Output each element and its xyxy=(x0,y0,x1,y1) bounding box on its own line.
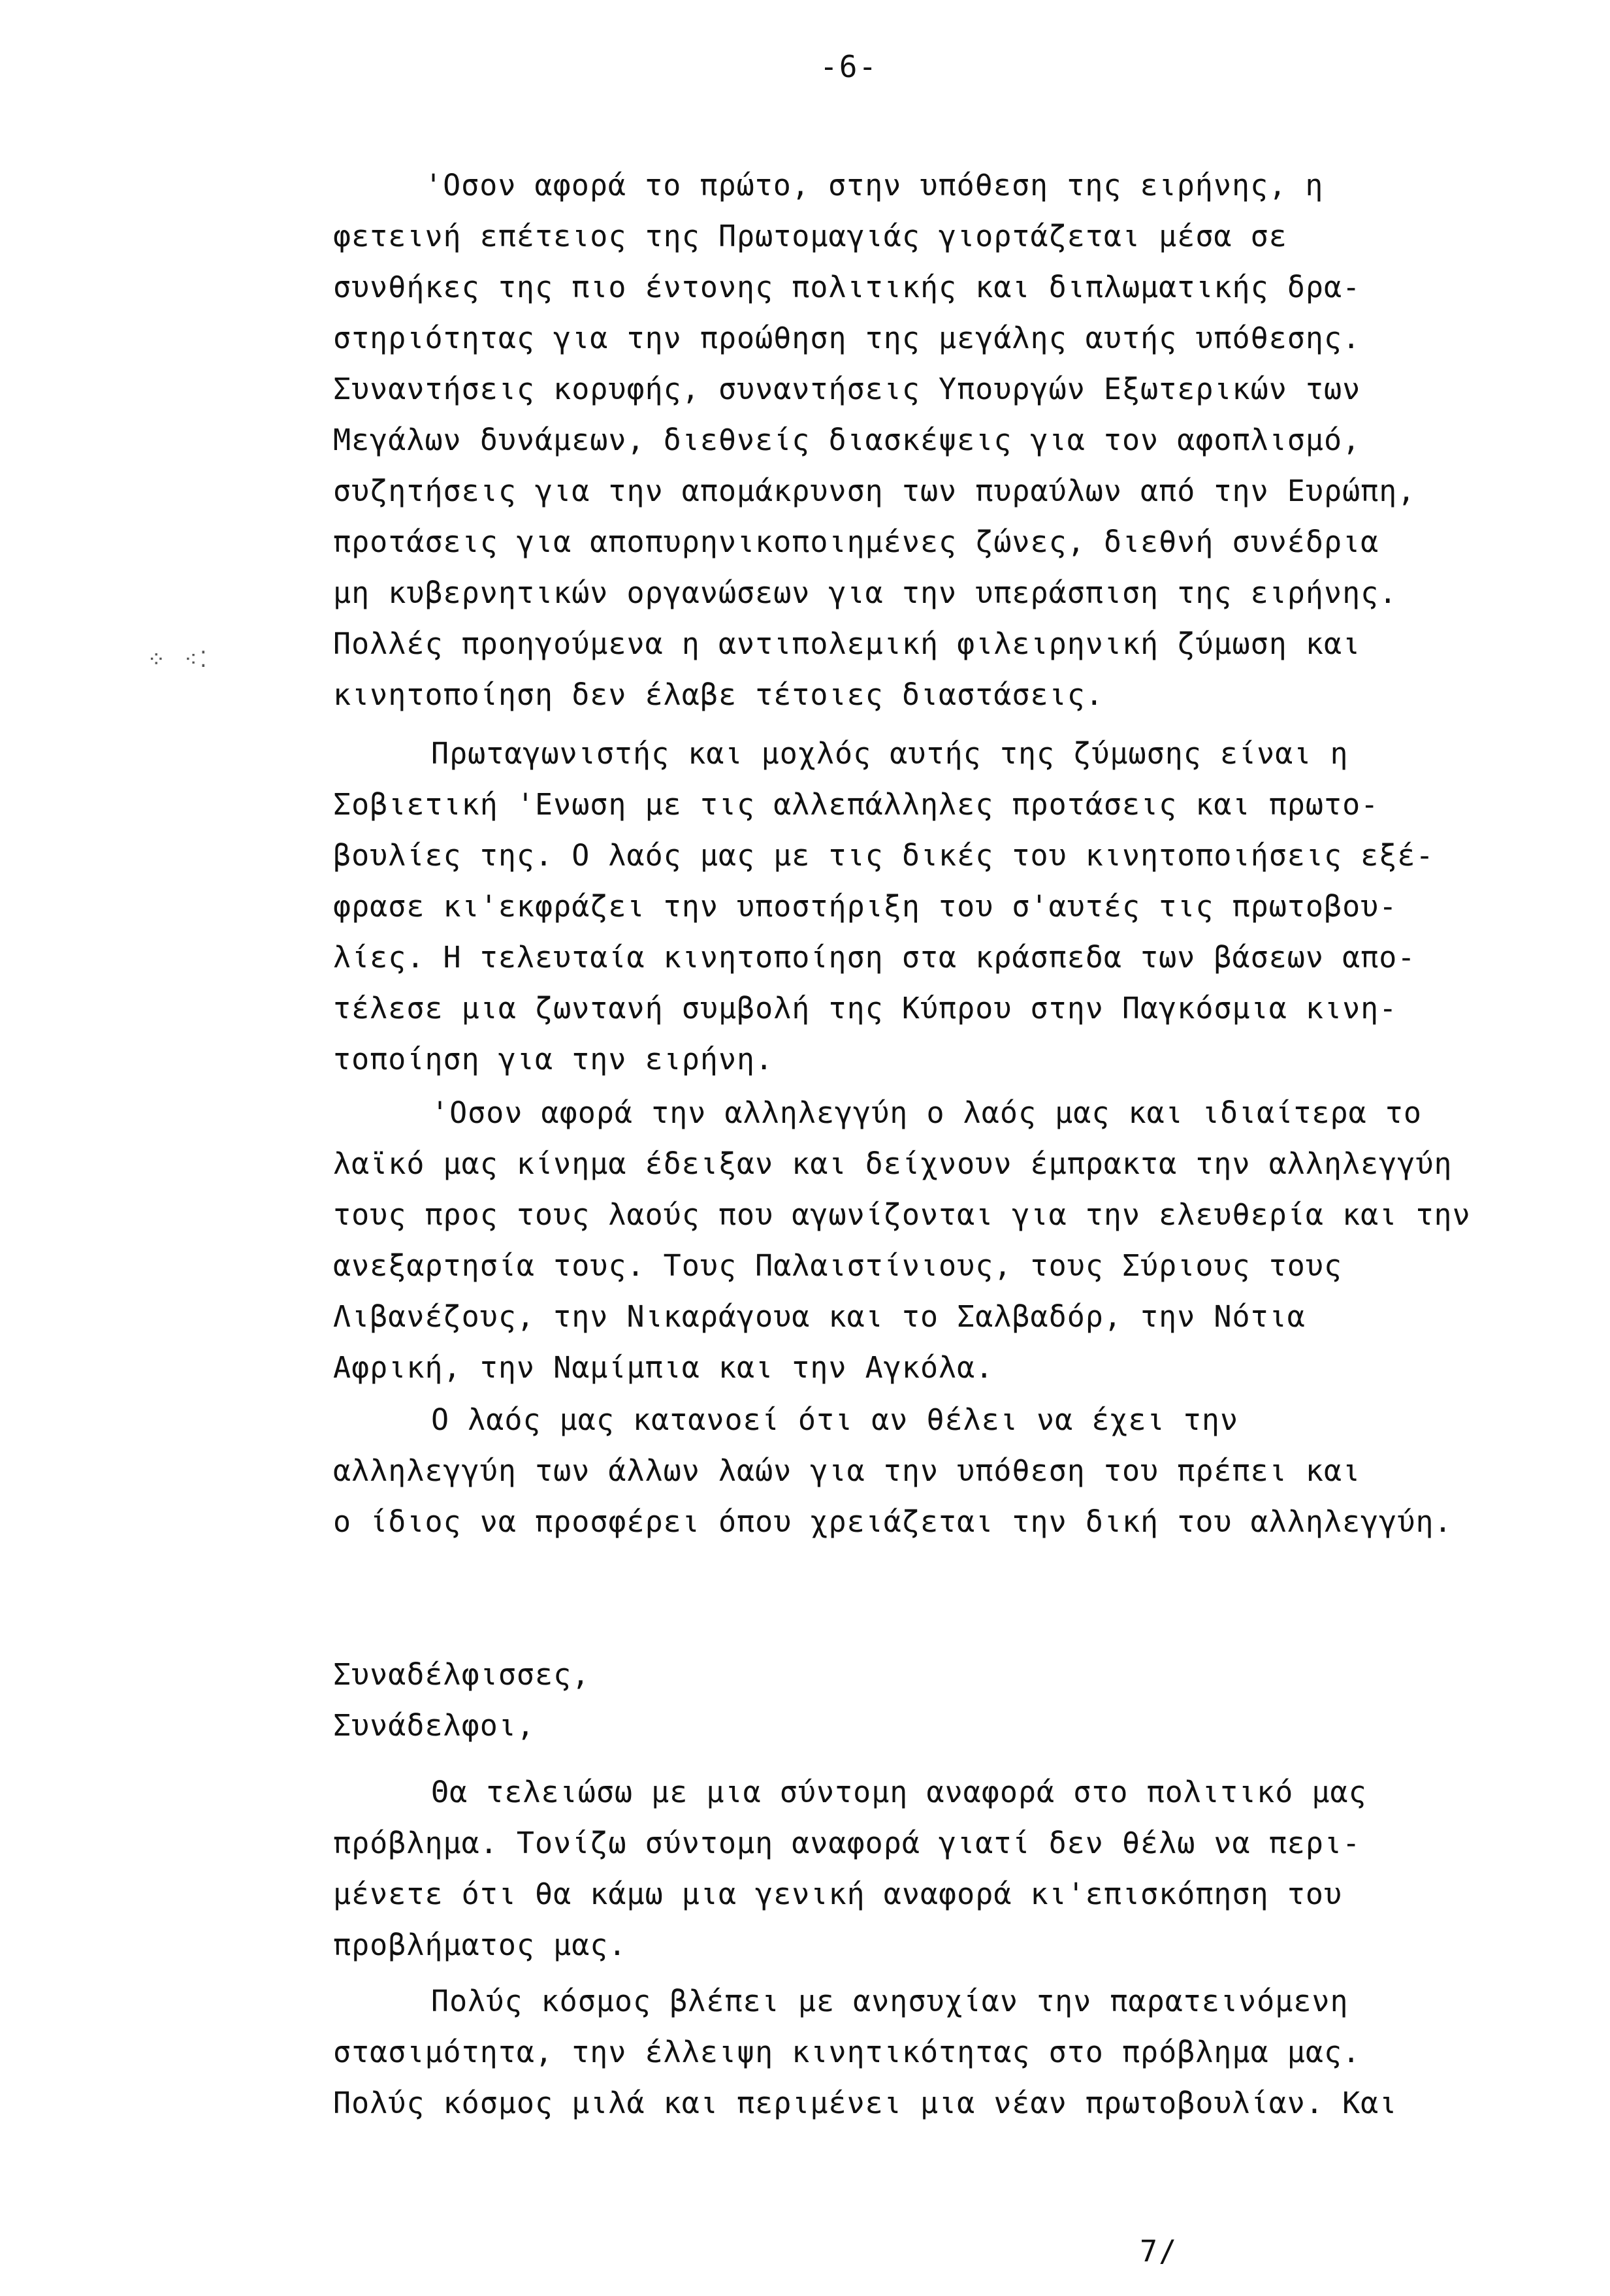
text-line: συζητήσεις για την απομάκρυνση των πυραύλων από την Ευρώπη, xyxy=(333,474,1416,508)
text-line: Αφρική, την Ναμίμπια και την Αγκόλα. xyxy=(333,1350,994,1385)
paragraph-people-understand xyxy=(333,1395,1568,1547)
text-line: κινητοποίηση δεν έλαβε τέτοιες διαστάσεις. xyxy=(333,677,1104,712)
text-line: τέλεσε μια ζωντανή συμβολή της Κύπρου στην Παγκόσμια κινη- xyxy=(333,991,1398,1026)
text-line: πρόβλημα. Τονίζω σύντομη αναφορά γιατί δεν θέλω να περι- xyxy=(333,1826,1361,1860)
text-line: Λιβανέζους, την Νικαράγουα και το Σαλβαδόρ, την Νότια xyxy=(333,1299,1306,1334)
text-line: Θα τελειώσω με μια σύντομη αναφορά στο πολιτικό μας xyxy=(431,1775,1367,1809)
text-line: φρασε κι'εκφράζει την υποστήριξη του σ'αυτές τις πρωτοβου- xyxy=(333,889,1398,924)
text-line: Συναδέλφισσες, xyxy=(333,1657,590,1692)
text-line: μη κυβερνητικών οργανώσεων για την υπεράσπιση της ειρήνης. xyxy=(333,575,1398,610)
text-line: Συνάδελφοι, xyxy=(333,1708,536,1743)
text-line: Πρωταγωνιστής και μοχλός αυτής της ζύμωσης είναι η xyxy=(431,736,1349,771)
text-line: Μεγάλων δυνάμεων, διεθνείς διασκέψεις για τον αφοπλισμό, xyxy=(333,423,1361,457)
text-line: Πολύς κόσμος μιλά και περιμένει μια νέαν πρωτοβουλίαν. Και xyxy=(333,2086,1398,2120)
text-line: προτάσεις για αποπυρηνικοποιημένες ζώνες, διεθνή συνέδρια xyxy=(333,525,1379,559)
paragraph-political-problem xyxy=(333,1767,1568,1971)
text-line: Σοβιετική 'Ενωση με τις αλλεπάλληλες προτάσεις και πρωτο- xyxy=(333,787,1379,822)
next-page-marker: 7/ xyxy=(1140,2234,1178,2269)
paragraph-soviet-union xyxy=(333,728,1568,1085)
text-line: λαϊκό μας κίνημα έδειξαν και δείχνουν έμπρακτα την αλληλεγγύη xyxy=(333,1146,1453,1181)
text-line: Πολύς κόσμος βλέπει με ανησυχίαν την παρατεινόμενη xyxy=(431,1984,1349,2018)
text-line: Πολλές προηγούμενα η αντιπολεμική φιλειρηνική ζύμωση και xyxy=(333,626,1361,661)
text-line: φετεινή επέτειος της Πρωτομαγιάς γιορτάζεται μέσα σε xyxy=(333,219,1287,253)
text-line: ο ίδιος να προσφέρει όπου χρειάζεται την δική του αλληλεγγύη. xyxy=(333,1504,1453,1539)
salutation xyxy=(333,1649,1568,1751)
text-line: βουλίες της. Ο λαός μας με τις δικές του κινητοποιήσεις εξέ- xyxy=(333,838,1434,873)
page-number: -6- xyxy=(820,49,878,84)
text-line: στασιμότητα, την έλλειψη κινητικότητας στο πρόβλημα μας. xyxy=(333,2035,1361,2069)
text-line: προβλήματος μας. xyxy=(333,1928,627,1962)
text-line: λίες. Η τελευταία κινητοποίηση στα κράσπεδα των βάσεων απο- xyxy=(333,940,1416,975)
text-line: τοποίηση για την ειρήνη. xyxy=(333,1042,774,1076)
text-line: 'Οσον αφορά την αλληλεγγύη ο λαός μας και ιδιαίτερα το xyxy=(431,1095,1422,1130)
text-line: ανεξαρτησία τους. Τους Παλαιστίνιους, τους Σύριους τους xyxy=(333,1248,1343,1283)
text-line: μένετε ότι θα κάμω μια γενική αναφορά κι'επισκόπηση του xyxy=(333,1877,1343,1911)
text-line: συνθήκες της πιο έντονης πολιτικής και διπλωματικής δρα- xyxy=(333,270,1361,304)
text-line: τους προς τους λαούς που αγωνίζονται για την ελευθερία και την xyxy=(333,1197,1471,1232)
text-line: στηριότητας για την προώθηση της μεγάλης αυτής υπόθεσης. xyxy=(333,321,1361,355)
text-line: αλληλεγγύη των άλλων λαών για την υπόθεση του πρέπει και xyxy=(333,1453,1361,1488)
text-line: 'Οσον αφορά το πρώτο, στην υπόθεση της ειρήνης, η xyxy=(425,168,1324,202)
margin-scribble: ⁘ ⁖⁚ xyxy=(147,647,210,673)
text-line: Συναντήσεις κορυφής, συναντήσεις Υπουργών Εξωτερικών των xyxy=(333,372,1361,406)
text-line: Ο λαός μας κατανοεί ότι αν θέλει να έχει την xyxy=(431,1402,1239,1437)
paragraph-stagnation xyxy=(333,1976,1568,2129)
paragraph-solidarity xyxy=(333,1088,1568,1393)
paragraph-peace xyxy=(333,160,1568,720)
